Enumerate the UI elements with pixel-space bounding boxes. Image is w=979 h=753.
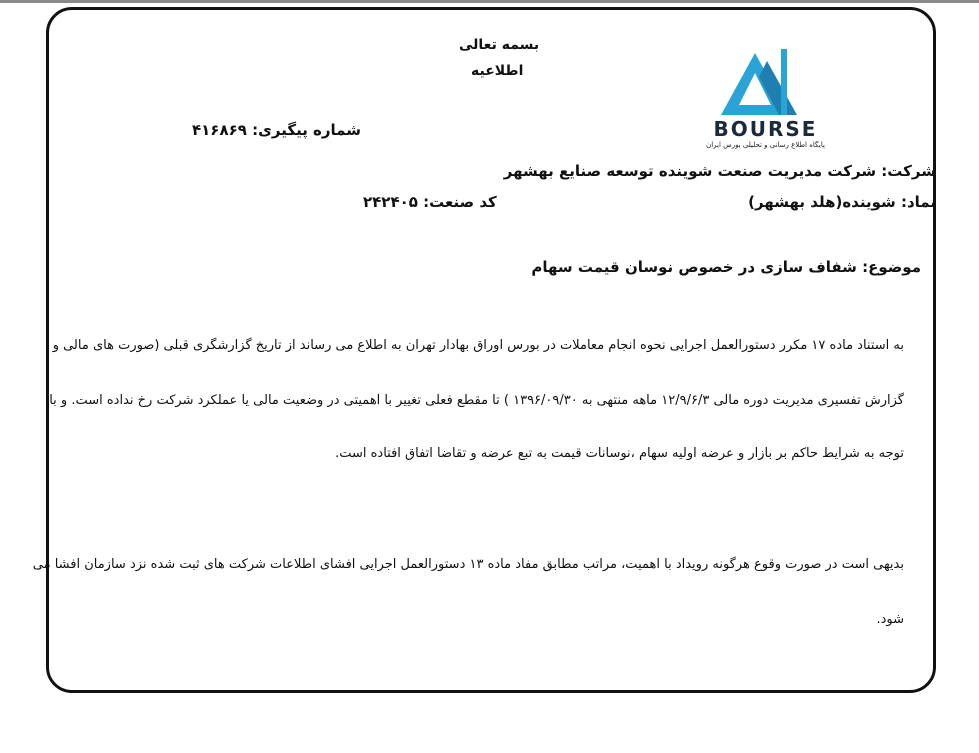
announcement-title: اطلاعیه <box>471 63 524 79</box>
tracking-number: شماره پیگیری: ۴۱۶۸۶۹ <box>192 121 361 139</box>
subject-line: موضوع: شفاف سازی در خصوص نوسان قیمت سهام <box>531 258 921 276</box>
company-name: شرکت: شرکت مدیریت صنعت شوینده توسعه صنایع بهشهر <box>503 162 936 180</box>
symbol-name: نماد: شوینده(هلد بهشهر) <box>748 193 936 211</box>
paragraph-1-line-1: به استناد ماده ۱۷ مکرر دستورالعمل اجرایی نحوه انجام معاملات در بورس اوراق بهادار تهران به اطلاع می رساند از تاریخ گزارشگری قبلی (صورت های مالی و <box>52 338 904 353</box>
paragraph-1-line-3: توجه به شرایط حاکم بر بازار و عرضه اولیه سهام ،نوسانات قیمت به تبع عرضه و تقاضا اتفاق افتاده است. <box>335 446 904 461</box>
paragraph-2-line-2: شود. <box>876 612 904 627</box>
industry-code: کد صنعت: ۲۴۲۴۰۵ <box>363 193 497 211</box>
logo-tagline: پایگاه اطلاع رسانی و تحلیلی بورس ایران <box>706 141 825 149</box>
top-border-line <box>0 0 979 3</box>
bismillah-heading: بسمه تعالی <box>459 37 540 53</box>
logo-wordmark: BOURSE <box>713 117 818 141</box>
paragraph-1-line-2: گزارش تفسیری مدیریت دوره مالی ۱۲/۹/۶/۳ ماهه منتهی به ۱۳۹۶/۰۹/۳۰ ) تا مقطع فعلی تغییر با اهمیتی در وضعیت مالی یا عملکرد شرکت رخ نداده است. و با <box>49 393 904 408</box>
paragraph-2-line-1: بدیهی است در صورت وقوع هرگونه رویداد با اهمیت، مراتب مطابق مفاد ماده ۱۳ دستورالعمل اجرایی افشای اطلاعات شرکت های ثبت شده نزد سازمان افشا می <box>32 557 904 572</box>
bourse-logo-icon <box>693 35 833 125</box>
